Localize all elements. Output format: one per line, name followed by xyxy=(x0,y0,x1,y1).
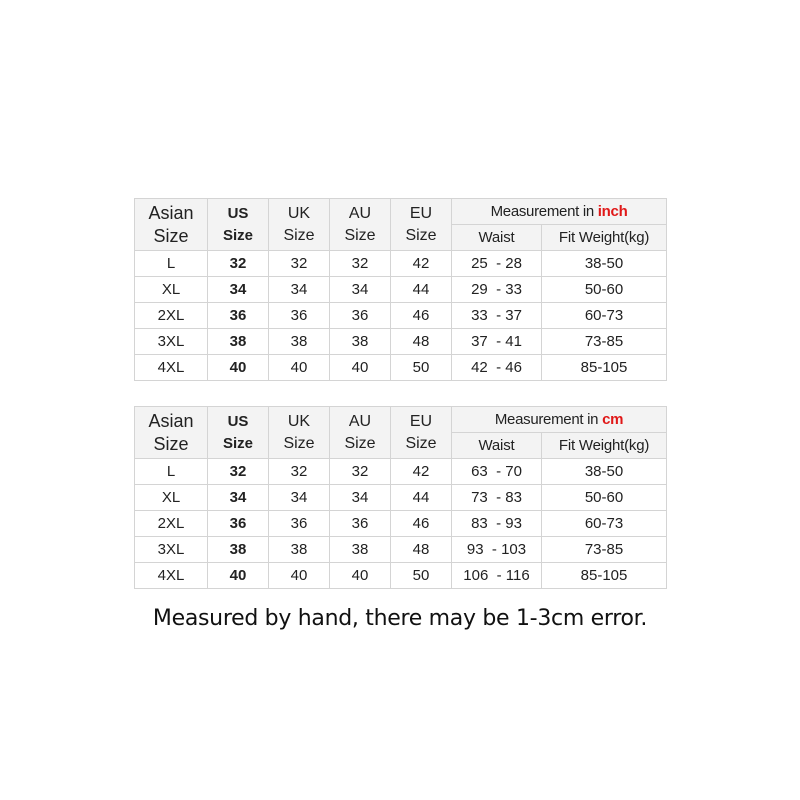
header-fit-weight: Fit Weight(kg) xyxy=(542,225,667,251)
cell-uk: 38 xyxy=(269,329,330,355)
cell-uk: 36 xyxy=(269,511,330,537)
cell-uk: 40 xyxy=(269,355,330,381)
header-waist: Waist xyxy=(452,225,542,251)
cell-eu: 50 xyxy=(391,355,452,381)
cell-asian: 4XL xyxy=(135,563,208,589)
cell-waist: 63 - 70 xyxy=(452,459,542,485)
table-row xyxy=(135,277,667,303)
cell-waist: 42 - 46 xyxy=(452,355,542,381)
cell-us: 34 xyxy=(208,485,269,511)
size-table-inch xyxy=(134,198,667,381)
cell-weight: 85-105 xyxy=(542,355,667,381)
cell-us: 40 xyxy=(208,563,269,589)
cell-weight: 60-73 xyxy=(542,511,667,537)
cell-uk: 34 xyxy=(269,277,330,303)
cell-weight: 50-60 xyxy=(542,277,667,303)
cell-asian: L xyxy=(135,251,208,277)
cell-asian: XL xyxy=(135,277,208,303)
cell-au: 36 xyxy=(330,511,391,537)
table-row xyxy=(135,303,667,329)
header-us-size: US Size xyxy=(208,199,269,251)
cell-us: 32 xyxy=(208,251,269,277)
cell-asian: 3XL xyxy=(135,537,208,563)
cell-au: 40 xyxy=(330,563,391,589)
cell-waist: 106 - 116 xyxy=(452,563,542,589)
header-waist: Waist xyxy=(452,433,542,459)
header-uk-size: UK Size xyxy=(269,199,330,251)
header-measurement: Measurement in inch xyxy=(452,199,667,225)
cell-asian: L xyxy=(135,459,208,485)
cell-waist: 33 - 37 xyxy=(452,303,542,329)
table-row xyxy=(135,329,667,355)
header-au-size: AU Size xyxy=(330,199,391,251)
header-eu-size: EU Size xyxy=(391,199,452,251)
cell-au: 38 xyxy=(330,329,391,355)
cell-uk: 32 xyxy=(269,251,330,277)
cell-asian: 3XL xyxy=(135,329,208,355)
header-uk-size: UK Size xyxy=(269,407,330,459)
cell-asian: 2XL xyxy=(135,511,208,537)
cell-waist: 29 - 33 xyxy=(452,277,542,303)
header-asian-size: Asian Size xyxy=(135,407,208,459)
header-measurement: Measurement in cm xyxy=(452,407,667,433)
cell-au: 40 xyxy=(330,355,391,381)
table-row xyxy=(135,537,667,563)
cell-us: 38 xyxy=(208,329,269,355)
cell-au: 32 xyxy=(330,459,391,485)
cell-waist: 73 - 83 xyxy=(452,485,542,511)
cell-eu: 48 xyxy=(391,537,452,563)
cell-eu: 48 xyxy=(391,329,452,355)
cell-eu: 42 xyxy=(391,459,452,485)
table-row xyxy=(135,251,667,277)
cell-waist: 93 - 103 xyxy=(452,537,542,563)
cell-eu: 42 xyxy=(391,251,452,277)
cell-waist: 25 - 28 xyxy=(452,251,542,277)
cell-asian: 4XL xyxy=(135,355,208,381)
measurement-unit: inch xyxy=(597,202,628,220)
cell-asian: XL xyxy=(135,485,208,511)
cell-eu: 44 xyxy=(391,485,452,511)
cell-weight: 73-85 xyxy=(542,537,667,563)
cell-au: 34 xyxy=(330,485,391,511)
table-header-row xyxy=(135,199,667,225)
size-table-cm xyxy=(134,406,667,589)
cell-uk: 38 xyxy=(269,537,330,563)
cell-us: 38 xyxy=(208,537,269,563)
cell-eu: 46 xyxy=(391,511,452,537)
cell-eu: 50 xyxy=(391,563,452,589)
cell-weight: 73-85 xyxy=(542,329,667,355)
cell-waist: 83 - 93 xyxy=(452,511,542,537)
cell-au: 36 xyxy=(330,303,391,329)
cell-waist: 37 - 41 xyxy=(452,329,542,355)
table-row xyxy=(135,511,667,537)
cell-us: 34 xyxy=(208,277,269,303)
cell-eu: 44 xyxy=(391,277,452,303)
cell-uk: 36 xyxy=(269,303,330,329)
cell-uk: 34 xyxy=(269,485,330,511)
table-header-row xyxy=(135,407,667,433)
cell-us: 40 xyxy=(208,355,269,381)
cell-weight: 38-50 xyxy=(542,459,667,485)
cell-au: 34 xyxy=(330,277,391,303)
cell-weight: 38-50 xyxy=(542,251,667,277)
cell-eu: 46 xyxy=(391,303,452,329)
cell-us: 36 xyxy=(208,303,269,329)
cell-weight: 50-60 xyxy=(542,485,667,511)
cell-us: 32 xyxy=(208,459,269,485)
cell-weight: 85-105 xyxy=(542,563,667,589)
header-asian-size: Asian Size xyxy=(135,199,208,251)
table-row xyxy=(135,459,667,485)
cell-asian: 2XL xyxy=(135,303,208,329)
table-row xyxy=(135,563,667,589)
table-row xyxy=(135,485,667,511)
cell-uk: 32 xyxy=(269,459,330,485)
header-fit-weight: Fit Weight(kg) xyxy=(542,433,667,459)
header-au-size: AU Size xyxy=(330,407,391,459)
header-eu-size: EU Size xyxy=(391,407,452,459)
measurement-note: Measured by hand, there may be 1-3cm error. xyxy=(152,606,648,631)
cell-weight: 60-73 xyxy=(542,303,667,329)
cell-au: 38 xyxy=(330,537,391,563)
cell-au: 32 xyxy=(330,251,391,277)
table-row xyxy=(135,355,667,381)
header-us-size: US Size xyxy=(208,407,269,459)
cell-uk: 40 xyxy=(269,563,330,589)
measurement-unit: cm xyxy=(602,410,624,428)
cell-us: 36 xyxy=(208,511,269,537)
